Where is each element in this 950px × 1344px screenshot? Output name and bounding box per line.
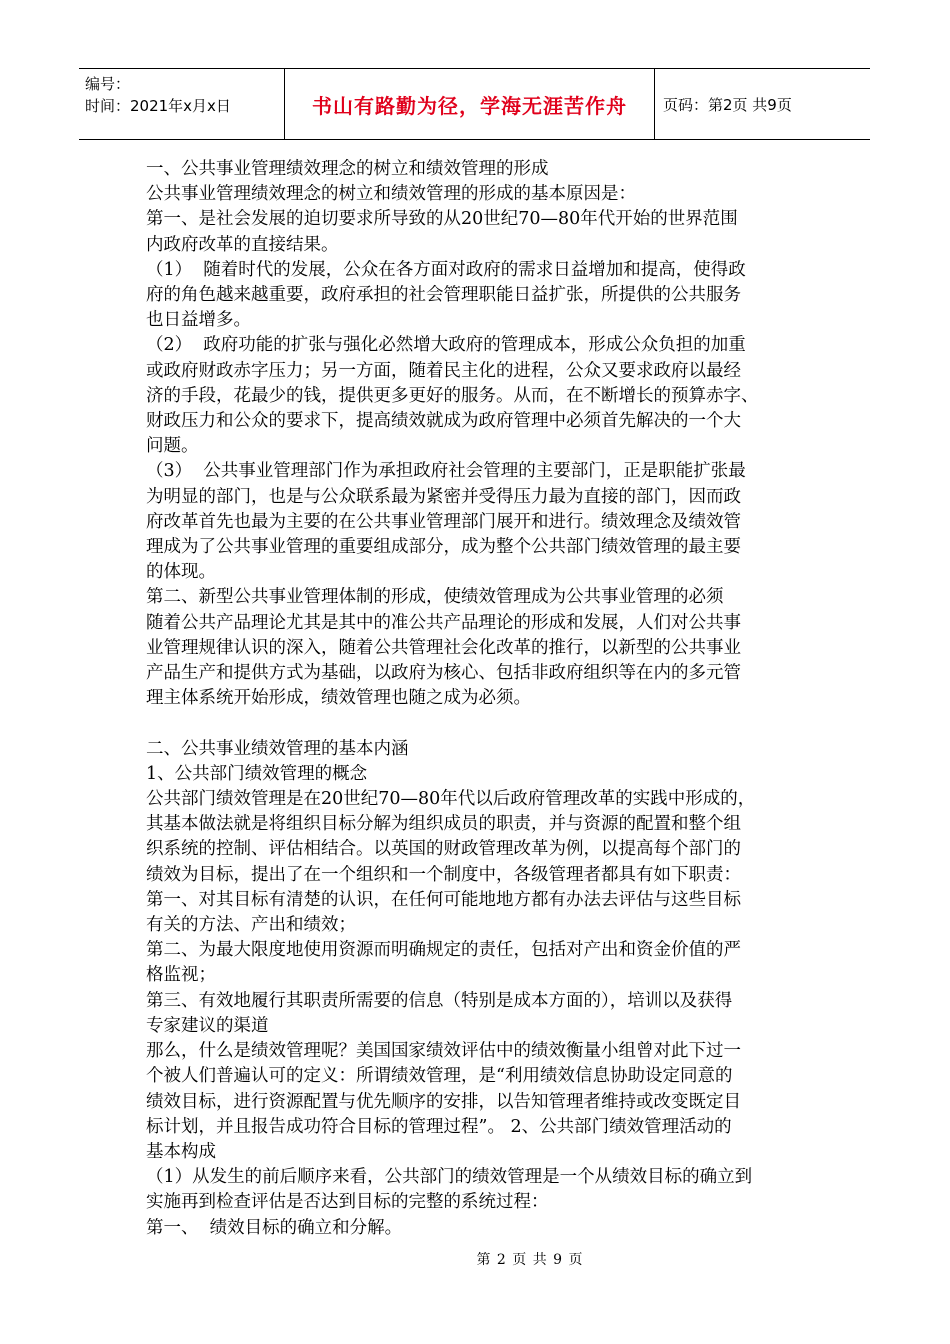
body-line: 专家建议的渠道: [146, 1015, 269, 1036]
body-line: 第一、是社会发展的迫切要求所导致的从20世纪70—80年代开始的世界范围: [146, 209, 738, 230]
blank-line: [146, 711, 810, 736]
body-line: （1）从发生的前后顺序来看，公共部门的绩效管理是一个从绩效目标的确立到: [146, 1167, 753, 1188]
body-line: 第一、 绩效目标的确立和分解。: [146, 1217, 403, 1238]
body-line: 随着公共产品理论尤其是其中的准公共产品理论的形成和发展，人们对公共事: [146, 612, 741, 633]
body-line: 也日益增多。: [146, 310, 251, 331]
header-meta: [79, 69, 284, 139]
body-line: 个被人们普遍认可的定义：所谓绩效管理，是“利用绩效信息协助设定同意的: [146, 1066, 733, 1087]
body-line: （1） 随着时代的发展，公众在各方面对政府的需求日益增加和提高，使得政: [146, 259, 746, 280]
document-body: [146, 157, 810, 1241]
body-line: 格监视；: [146, 965, 216, 986]
body-line: 府改革首先也最为主要的在公共事业管理部门展开和进行。绩效理念及绩效管: [146, 511, 741, 532]
body-line: 公共部门绩效管理是在20世纪70—80年代以后政府管理改革的实践中形成的，: [146, 789, 756, 810]
body-line: 绩效为目标，提出了在一个组织和一个制度中，各级管理者都具有如下职责：: [146, 864, 741, 885]
body-line: 一、公共事业管理绩效理念的树立和绩效管理的形成: [146, 159, 549, 179]
body-line: 织系统的控制、评估相结合。以英国的财政管理改革为例，以提高每个部门的: [146, 839, 741, 860]
body-line: （2） 政府功能的扩张与强化必然增大政府的管理成本，形成公众负担的加重: [146, 335, 746, 356]
body-line: 第二、新型公共事业管理体制的形成，使绩效管理成为公共事业管理的必须: [146, 587, 724, 608]
footer-page-number: 第 2 页 共 9 页: [476, 1252, 584, 1268]
body-line: 第二、为最大限度地使用资源而明确规定的责任，包括对产出和资金价值的严: [146, 940, 741, 961]
document-header: [79, 68, 870, 140]
document-number-label: 编号：: [85, 75, 131, 93]
body-line: 府的角色越来越重要，政府承担的社会管理职能日益扩张，所提供的公共服务: [146, 285, 741, 306]
body-line: 实施再到检查评估是否达到目标的完整的系统过程：: [146, 1192, 549, 1213]
body-line: 其基本做法就是将组织目标分解为组织成员的职责，并与资源的配置和整个组: [146, 814, 741, 835]
body-line: 为明显的部门，也是与公众联系最为紧密并受得压力最为直接的部门，因而政: [146, 486, 741, 507]
body-line: 标计划，并且报告成功符合目标的管理过程”。 2、公共部门绩效管理活动的: [146, 1116, 732, 1137]
body-line: 公共事业管理绩效理念的树立和绩效管理的形成的基本原因是：: [146, 184, 636, 205]
body-line: （3） 公共事业管理部门作为承担政府社会管理的主要部门，正是职能扩张最: [146, 461, 746, 482]
body-line: 绩效目标，进行资源配置与优先顺序的安排，以告知管理者维持或改变既定目: [146, 1091, 741, 1112]
body-line: 第一、对其目标有清楚的认识，在任何可能地地方都有办法去评估与这些目标: [146, 889, 741, 910]
body-line: 产品生产和提供方式为基础，以政府为核心、包括非政府组织等在内的多元管: [146, 663, 741, 684]
header-page-info: 页码：第2页 共9页: [663, 95, 792, 114]
body-line: 业管理规律认识的深入，随着公共管理社会化改革的推行，以新型的公共事业: [146, 637, 741, 658]
body-line: 济的手段，花最少的钱，提供更多更好的服务。从而，在不断增长的预算赤字、: [146, 385, 759, 406]
body-line: 那么，什么是绩效管理呢？美国国家绩效评估中的绩效衡量小组曾对此下过一: [146, 1041, 741, 1062]
body-line: 理成为了公共事业管理的重要组成部分，成为整个公共部门绩效管理的最主要: [146, 537, 741, 558]
body-line: 理主体系统开始形成，绩效管理也随之成为必须。: [146, 688, 531, 709]
body-line: 有关的方法、产出和绩效；: [146, 915, 356, 936]
header-motto: 书山有路勤为径，学海无涯苦作舟: [284, 69, 655, 139]
document-time-label: 时间：2021年x月x日: [85, 97, 231, 115]
body-line: 二、公共事业绩效管理的基本内涵: [146, 738, 409, 759]
page-footer: [0, 1249, 950, 1269]
body-line: 财政压力和公众的要求下，提高绩效就成为政府管理中必须首先解决的一个大: [146, 411, 741, 432]
body-line: 的体现。: [146, 562, 216, 583]
body-line: 1、公共部门绩效管理的概念: [146, 763, 368, 784]
body-line: 问题。: [146, 436, 199, 457]
body-line: 基本构成: [146, 1141, 216, 1162]
body-line: 或政府财政赤字压力；另一方面，随着民主化的进程，公众又要求政府以最经: [146, 360, 741, 381]
body-line: 内政府改革的直接结果。: [146, 234, 339, 255]
body-line: 第三、有效地履行其职责所需要的信息（特别是成本方面的），培训以及获得: [146, 990, 733, 1011]
